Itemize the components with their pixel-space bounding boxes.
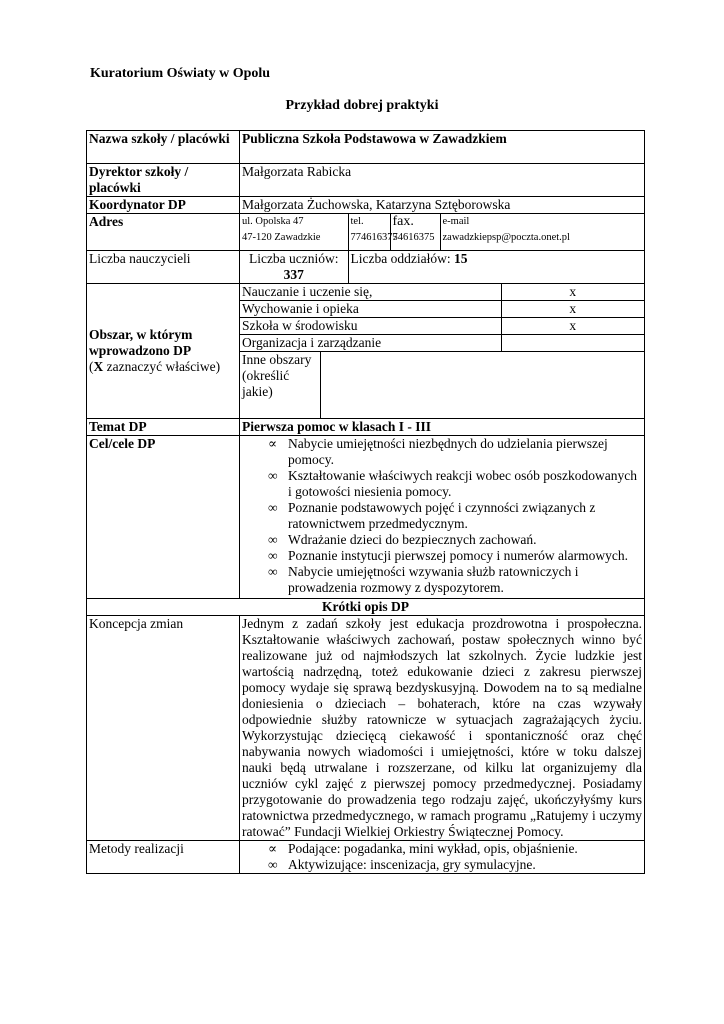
goals-cell [240,435,645,598]
area-item-1: Wychowanie i opieka [240,301,501,318]
method-text: Podające: pogadanka, mini wykład, opis, objaśnienie. [288,840,578,856]
topic-value: Pierwsza pomoc w klasach I - III [240,418,645,435]
concept-label: Koncepcja zmian [87,615,240,840]
methods-label: Metody realizacji [87,840,240,873]
area-mark-0: x [501,284,644,301]
email-value: zawadzkiepsp@poczta.onet.pl [442,232,570,243]
school-name-value: Publiczna Szkoła Podstawowa w Zawadzkiem [240,131,645,164]
area-mark-1: x [501,301,644,318]
bullet-icon: ∝ [268,435,278,451]
goal-item [268,468,642,500]
students-cell [240,251,348,283]
email-label: e-mail [442,216,470,227]
classes-cell [348,251,644,283]
goal-text: Kształtowanie właściwych reakcji wobec osób poszkodowanych i gotowości niesienia pomocy. [288,467,638,499]
goal-item [268,564,642,596]
row-coordinator [87,197,645,214]
goal-text: Nabycie umiejętności wzywania służb ratowniczych i prowadzenia rozmowy z dyspozytorem. [288,563,579,595]
address-line1: ul. Opolska 47 [242,216,304,227]
methods-cell [240,840,645,873]
area-label-cell [87,284,240,419]
coordinator-label: Koordynator DP [87,197,240,214]
goal-text: Nabycie umiejętności niezbędnych do udzielania pierwszej pomocy. [288,435,608,467]
bullet-icon: ∞ [268,499,278,515]
goals-list [242,436,642,596]
topic-label: Temat DP [87,418,240,435]
fax-value: 74616375 [392,232,435,243]
fax-label: fax. [392,214,414,229]
area-item-3: Organizacja i zarządzanie [240,335,501,352]
classes-value: 15 [453,251,468,266]
area-instruction-text: zaznaczyć właściwe) [103,358,221,374]
classes-label: Liczba oddziałów: [350,251,451,266]
goal-item [268,548,642,564]
row-short-desc [87,598,645,615]
area-other-value [320,352,644,418]
address-line2: 47-120 Zawadzkie [242,232,321,243]
students-label: Liczba uczniów: [248,251,339,266]
row-school-name [87,131,645,164]
email-cell [440,214,644,250]
director-value: Małgorzata Rabicka [240,164,645,197]
school-name-label: Nazwa szkoły / placówki [87,131,240,164]
goal-item [268,436,642,468]
area-instruction [89,359,237,375]
method-item [268,841,642,857]
area-item-0: Nauczanie i uczenie się, [240,284,501,301]
director-label: Dyrektor szkoły / placówki [87,164,240,197]
goal-item [268,532,642,548]
row-concept [87,615,645,840]
students-value: 337 [283,267,304,282]
row-area [87,284,645,419]
area-x: X [93,358,104,374]
tel-value: 774616375 [350,232,398,243]
goal-text: Poznanie instytucji pierwszej pomocy i numerów alarmowych. [288,547,629,563]
methods-list [242,841,642,873]
practice-table [86,130,645,874]
goal-text: Wdrażanie dzieci do bezpiecznych zachowań. [288,531,537,547]
address-label: Adres [87,214,240,251]
row-counts [87,251,645,284]
area-other-label: Inne obszary (określić jakie) [240,352,320,418]
area-paren: ( [89,358,94,374]
goal-item [268,500,642,532]
fax-cell [390,214,440,250]
row-topic [87,418,645,435]
tel-cell [348,214,398,250]
area-label: Obszar, w którym wprowadzono DP [89,326,193,358]
address-inner-table [240,214,644,250]
concept-text: Jednym z zadań szkoły jest edukacja prozdrowotna i prospołeczna. Kształtowanie właściwych zachowań, postaw społecznych winno być realizowane już od najmłodszych lat szkolnych. Życie ludzkie jest wartością nadrzędną, toteż edukowanie dzieci z zakresu pierwszej pomocy wydaje się sprawą bezdyskusyjną. Dowodem na to są medialne doniesienia o dzieciach – bohaterach, które na czas wzywały odpowiednie służby ratownicze w sytuacjach zagrażających życiu. Wykorzystując dziecięcą ciekawość i spontaniczność oraz chęć nabywania nowych wiadomości i umiejętności, które w toku dalszej nauki będą utrwalane i rozszerzane, od kilku lat organizujemy dla uczniów cykl zajęć z pierwszej pomocy przedmedycznej. Posiadamy przygotowanie do prowadzenia tego rodzaju zajęć, ukończyłyśmy kurs ratownictwa przedmedycznego, w ramach programu „Ratujemy i uczymy ratować” Fundacji Wielkiej Orkiestry Świątecznej Pomocy. [240,615,645,840]
method-item [268,857,642,873]
row-goals [87,435,645,598]
row-director [87,164,645,197]
short-desc-heading: Krótki opis DP [87,598,645,615]
goals-label: Cel/cele DP [87,435,240,598]
counts-inner-table [240,251,644,283]
bullet-icon: ∝ [268,840,278,856]
row-methods [87,840,645,873]
document-subheader: Przykład dobrej praktyki [285,98,439,113]
document-header: Kuratorium Oświaty w Opolu [90,66,271,81]
row-address [87,214,645,251]
goal-text: Poznanie podstawowych pojęć i czynności związanych z ratownictwem przedmedycznym. [288,499,596,531]
area-inner-table [240,284,644,418]
address-cell [240,214,348,250]
bullet-icon: ∞ [268,563,278,579]
coordinator-value: Małgorzata Żuchowska, Katarzyna Sztęborowska [240,197,645,214]
bullet-icon: ∞ [268,467,278,483]
area-mark-2: x [501,318,644,335]
bullet-icon: ∞ [268,856,278,872]
bullet-icon: ∞ [268,547,278,563]
teachers-label: Liczba nauczycieli [87,251,240,284]
area-mark-3 [501,335,644,352]
method-text: Aktywizujące: inscenizacja, gry symulacyjne. [288,856,536,872]
bullet-icon: ∞ [268,531,278,547]
tel-label: tel. [350,216,364,227]
area-item-2: Szkoła w środowisku [240,318,501,335]
